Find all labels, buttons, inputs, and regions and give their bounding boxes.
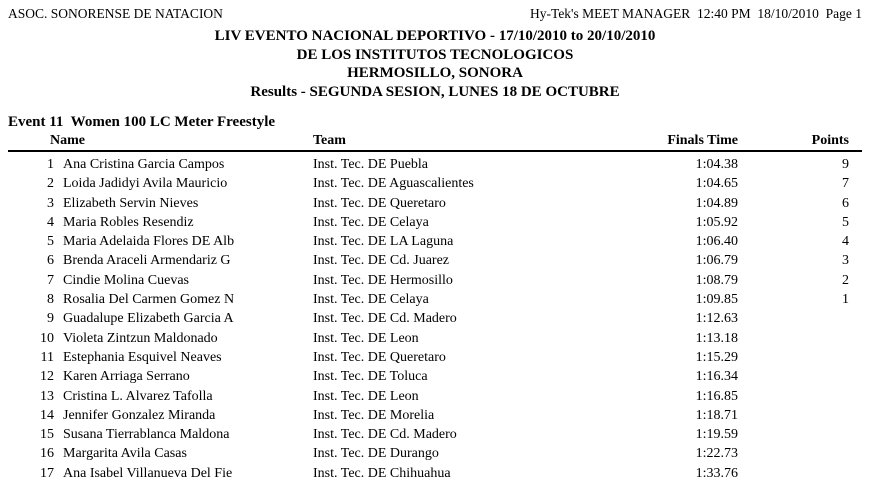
finals-time-cell: 1:04.65 (695, 176, 738, 192)
points-cell (738, 406, 849, 425)
name-cell: Maria Robles Resendiz (63, 214, 194, 230)
session-title-line: Results - SEGUNDA SESION, LUNES 18 DE OCTUBRE (250, 83, 620, 100)
name-cell: Cindie Molina Cuevas (63, 272, 189, 288)
points-cell (738, 367, 849, 386)
table-row (8, 367, 862, 386)
rank-cell: 2 (47, 176, 54, 192)
rank-cell: 13 (40, 388, 54, 404)
rank-cell: 17 (40, 465, 54, 481)
table-row (8, 387, 862, 406)
name-cell: Ana Isabel Villanueva Del Fie (63, 465, 233, 481)
table-row (8, 329, 862, 348)
points-cell: 7 (842, 176, 849, 192)
points-cell (738, 444, 849, 463)
points-cell: 3 (842, 253, 849, 269)
meet-title-line-2: DE LOS INSTITUTOS TECNOLOGICOS (296, 46, 574, 63)
team-cell: Inst. Tec. DE Celaya (313, 292, 429, 308)
name-cell: Elizabeth Servin Nieves (63, 195, 199, 211)
table-row (8, 155, 862, 174)
rank-cell: 4 (47, 214, 54, 230)
table-row (8, 309, 862, 328)
rank-cell: 11 (40, 349, 54, 365)
table-row (8, 213, 862, 232)
results-table-header (8, 132, 862, 152)
points-cell (738, 329, 849, 348)
points-cell: 1 (842, 292, 849, 308)
finals-time-cell: 1:08.79 (695, 272, 738, 288)
table-row (8, 174, 862, 193)
name-cell: Estephania Esquivel Neaves (63, 349, 222, 365)
team-cell: Inst. Tec. DE Queretaro (313, 195, 446, 211)
finals-time-cell: 1:16.85 (695, 388, 738, 404)
finals-time-cell: 1:06.40 (695, 234, 738, 250)
finals-time-cell: 1:09.85 (695, 292, 738, 308)
team-cell: Inst. Tec. DE Hermosillo (313, 272, 453, 288)
table-row (8, 271, 862, 290)
finals-time-cell: 1:19.59 (695, 427, 738, 443)
team-cell: Inst. Tec. DE Puebla (313, 157, 429, 172)
team-cell: Inst. Tec. DE Cd. Madero (313, 427, 457, 443)
rank-column-spacer (8, 132, 50, 149)
page-header (8, 6, 862, 22)
column-header-name: Name (50, 133, 85, 148)
rank-cell: 3 (47, 195, 54, 211)
results-table-body (8, 155, 862, 483)
points-cell (738, 348, 849, 367)
team-cell: Inst. Tec. DE Cd. Madero (313, 311, 457, 327)
rank-cell: 5 (47, 234, 54, 250)
team-cell: Inst. Tec. DE Celaya (313, 214, 429, 230)
table-row (8, 444, 862, 463)
rank-cell: 7 (47, 272, 54, 288)
rank-cell: 12 (40, 369, 54, 385)
points-cell (738, 464, 849, 483)
points-cell: 5 (842, 214, 849, 230)
table-row (8, 251, 862, 270)
rank-cell: 9 (47, 311, 54, 327)
table-row (8, 425, 862, 444)
name-cell: Margarita Avila Casas (63, 446, 187, 462)
name-cell: Rosalia Del Carmen Gomez N (63, 292, 235, 308)
event-heading: Event 11 Women 100 LC Meter Freestyle (8, 114, 276, 130)
points-cell: 2 (842, 272, 849, 288)
finals-time-cell: 1:33.76 (695, 465, 738, 481)
table-row (8, 194, 862, 213)
page-header-left: ASOC. SONORENSE DE NATACION (8, 6, 223, 21)
points-cell: 4 (842, 234, 849, 250)
name-cell: Susana Tierrablanca Maldona (63, 427, 230, 443)
points-cell (738, 425, 849, 444)
points-cell: 9 (842, 157, 849, 172)
name-cell: Ana Cristina Garcia Campos (63, 157, 225, 172)
points-cell (738, 309, 849, 328)
name-cell: Violeta Zintzun Maldonado (63, 330, 218, 346)
rank-cell: 10 (40, 330, 54, 346)
points-cell: 6 (842, 195, 849, 211)
page-header-right: Hy-Tek's MEET MANAGER 12:40 PM 18/10/2010 Page 1 (530, 6, 862, 21)
column-header-team: Team (313, 133, 346, 148)
team-cell: Inst. Tec. DE Toluca (313, 369, 428, 385)
table-row (8, 464, 862, 483)
meet-title-block (8, 27, 862, 101)
table-row (8, 406, 862, 425)
team-cell: Inst. Tec. DE Chihuahua (313, 465, 451, 481)
name-cell: Cristina L. Alvarez Tafolla (63, 388, 213, 404)
team-cell: Inst. Tec. DE Durango (313, 446, 439, 462)
team-cell: Inst. Tec. DE LA Laguna (313, 234, 454, 250)
name-cell: Maria Adelaida Flores DE Alb (63, 234, 235, 250)
team-cell: Inst. Tec. DE Queretaro (313, 349, 446, 365)
table-row (8, 290, 862, 309)
finals-time-cell: 1:04.38 (695, 157, 738, 172)
rank-cell: 16 (40, 446, 54, 462)
finals-time-cell: 1:16.34 (695, 369, 738, 385)
finals-time-cell: 1:13.18 (695, 330, 738, 346)
finals-time-cell: 1:12.63 (695, 311, 738, 327)
rank-cell: 8 (47, 292, 54, 308)
finals-time-cell: 1:22.73 (695, 446, 738, 462)
table-row (8, 232, 862, 251)
finals-time-cell: 1:18.71 (695, 407, 738, 423)
table-row (8, 348, 862, 367)
rank-cell: 6 (47, 253, 54, 269)
name-cell: Karen Arriaga Serrano (63, 369, 190, 385)
finals-time-cell: 1:05.92 (695, 214, 738, 230)
points-cell (738, 387, 849, 406)
team-cell: Inst. Tec. DE Leon (313, 388, 419, 404)
finals-time-cell: 1:04.89 (695, 195, 738, 211)
finals-time-cell: 1:06.79 (695, 253, 738, 269)
column-header-finals-time: Finals Time (667, 133, 738, 148)
rank-cell: 15 (40, 427, 54, 443)
team-cell: Inst. Tec. DE Aguascalientes (313, 176, 474, 192)
name-cell: Loida Jadidyi Avila Mauricio (63, 176, 228, 192)
column-header-points: Points (811, 133, 849, 148)
name-cell: Jennifer Gonzalez Miranda (63, 407, 216, 423)
rank-cell: 1 (47, 157, 54, 172)
name-cell: Guadalupe Elizabeth Garcia A (63, 311, 234, 327)
meet-title-line-1: LIV EVENTO NACIONAL DEPORTIVO - 17/10/2010 to 20/10/2010 (214, 28, 656, 44)
team-cell: Inst. Tec. DE Morelia (313, 407, 435, 423)
rank-cell: 14 (40, 407, 54, 423)
finals-time-cell: 1:15.29 (695, 349, 738, 365)
team-cell: Inst. Tec. DE Leon (313, 330, 419, 346)
meet-title-line-3: HERMOSILLO, SONORA (347, 65, 523, 81)
name-cell: Brenda Araceli Armendariz G (63, 253, 231, 269)
team-cell: Inst. Tec. DE Cd. Juarez (313, 253, 450, 269)
